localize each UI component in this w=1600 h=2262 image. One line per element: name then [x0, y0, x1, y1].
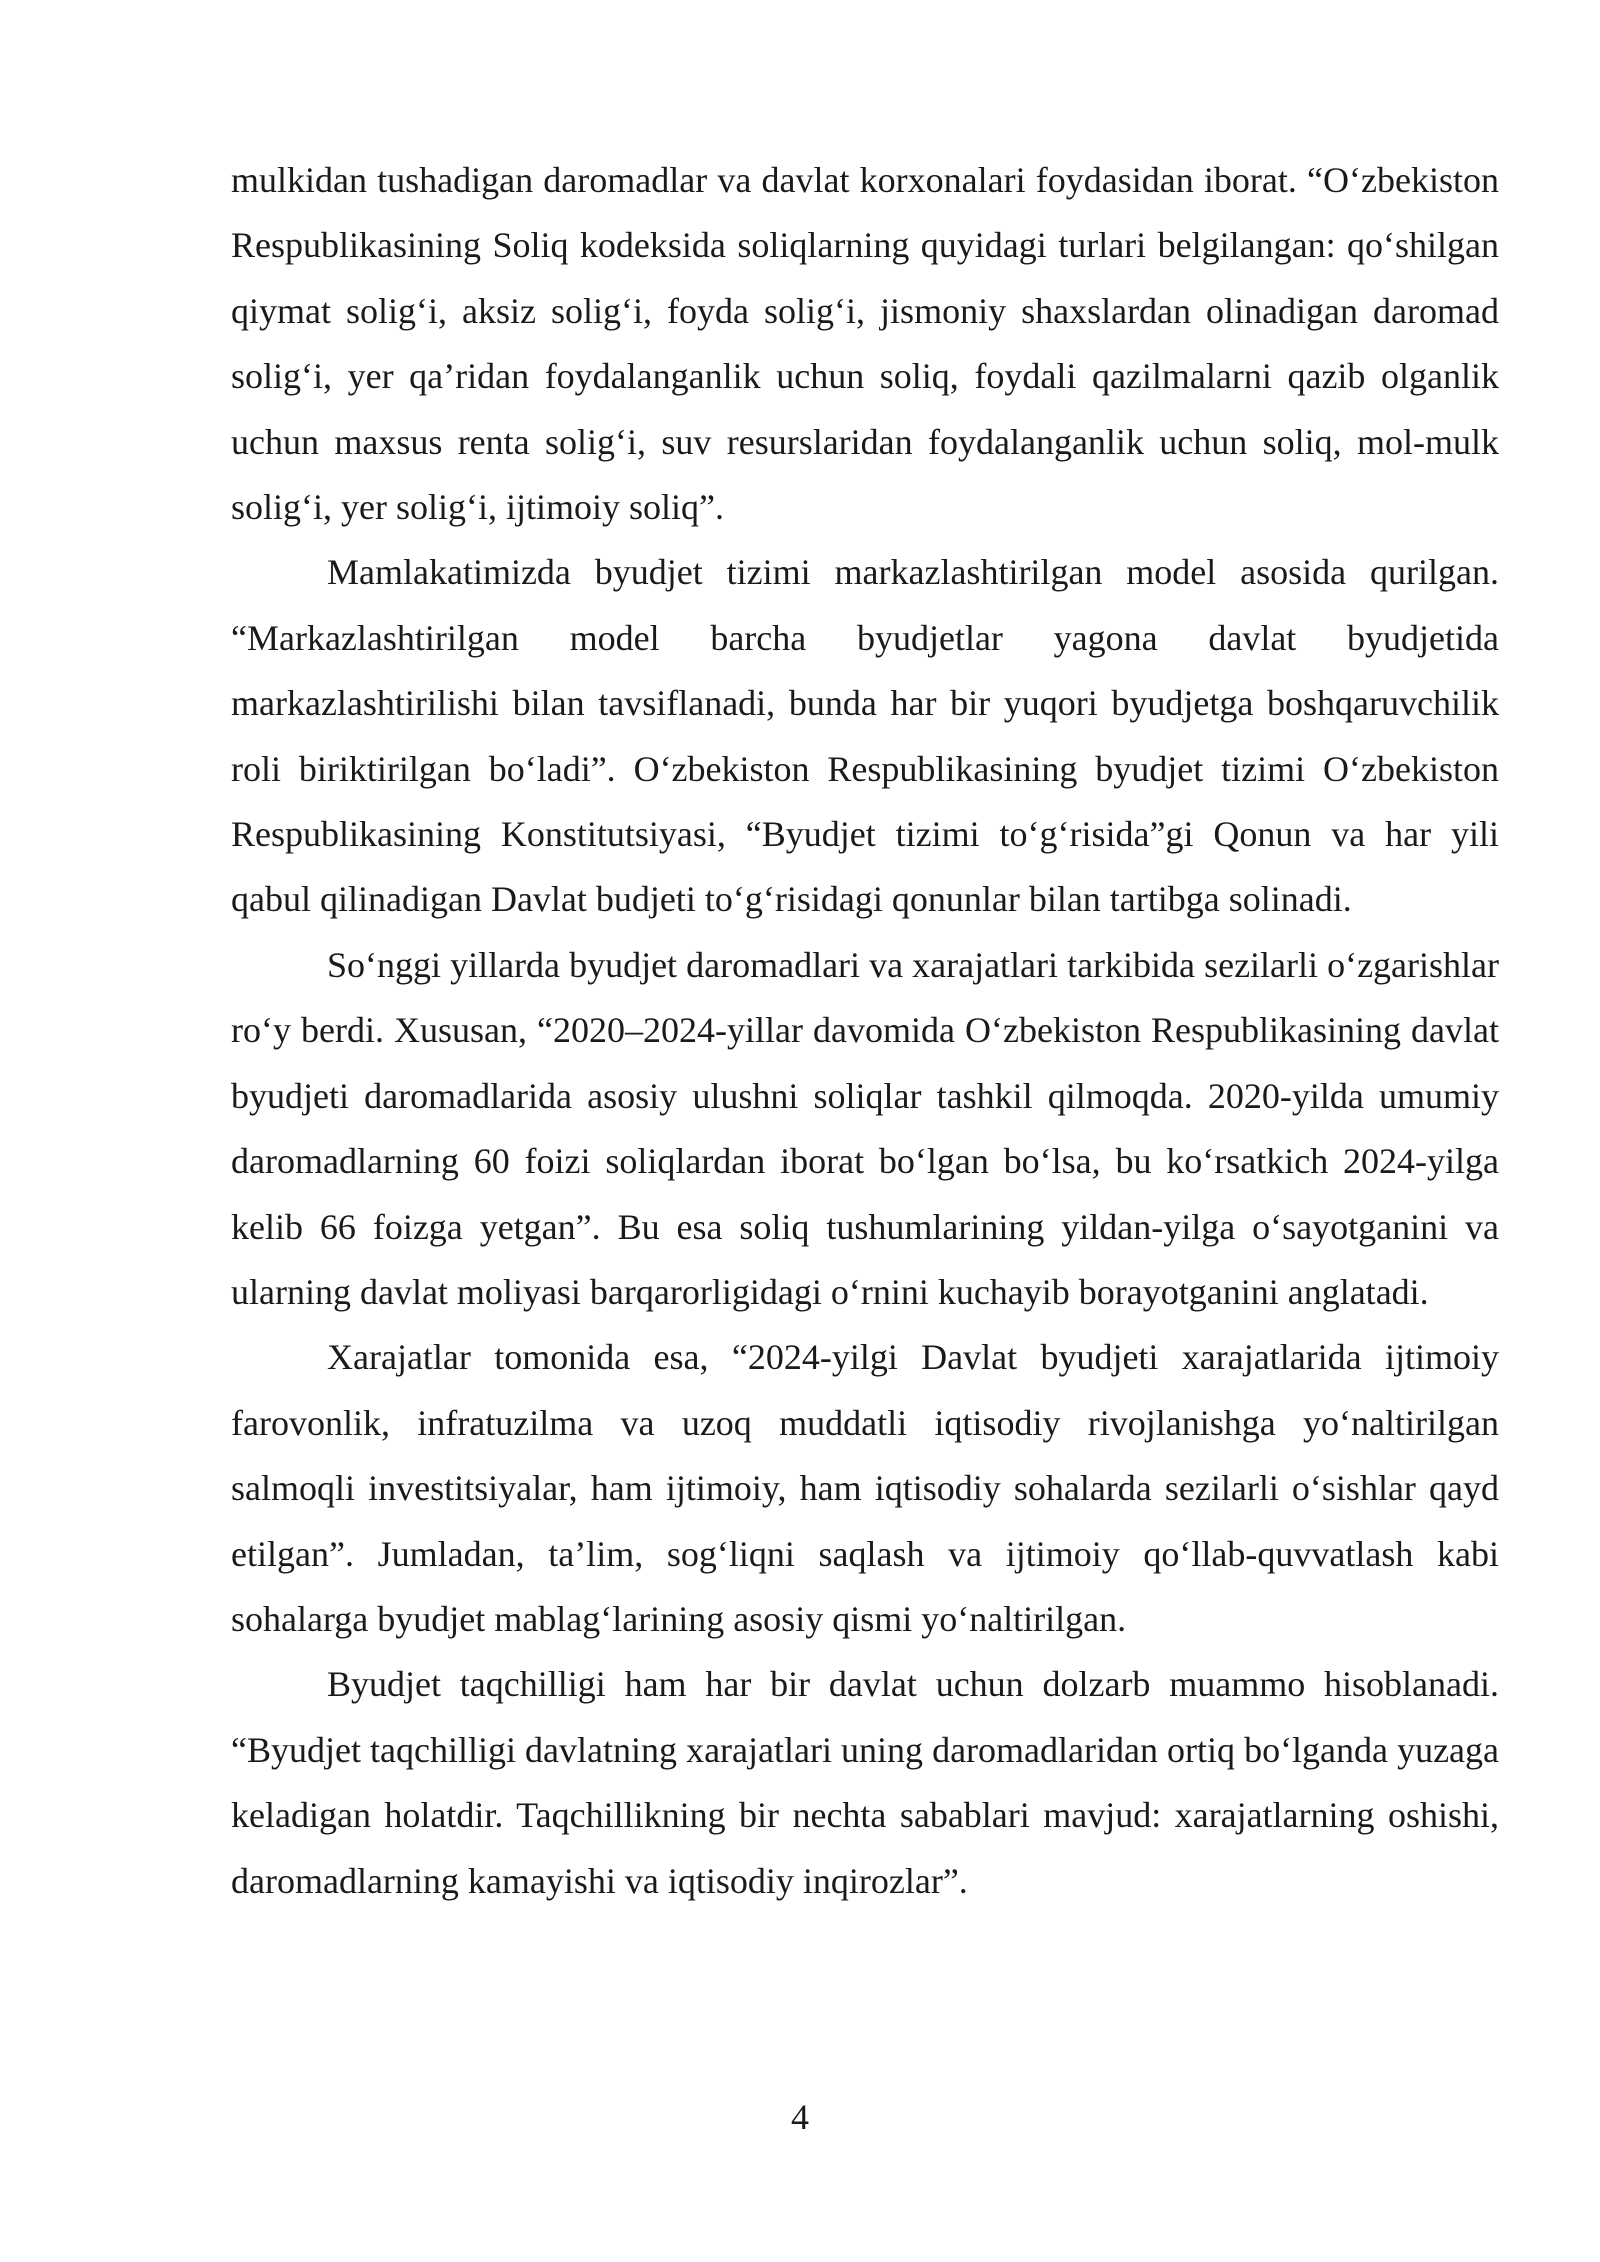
page-number: 4: [791, 2097, 809, 2137]
paragraph-tax-revenues: mulkidan tushadigan daromadlar va davlat korxonalari foydasidan iborat. “O‘zbekiston Respublikasining Soliq kodeksida soliqlarning quyidagi turlari belgilangan: qo‘shilgan qiymat solig‘i, aksiz solig‘i, foyda solig‘i, jismoniy shaxslardan olinadigan daromad solig‘i, yer qa’ridan foydalanganlik uchun soliq, foydali qazilmalarni qazib olganlik uchun maxsus renta solig‘i, suv resurslaridan foydalanganlik uchun soliq, mol-mulk solig‘i, yer solig‘i, ijtimoiy soliq”.: [231, 160, 1499, 528]
paragraph-budget-system: Mamlakatimizda byudjet tizimi markazlashtirilgan model asosida qurilgan. “Markazlashtirilgan model barcha byudjetlar yagona davlat byudjetida markazlashtirilishi bilan tavsiflanadi, bunda har bir yuqori byudjetga boshqaruvchilik roli biriktirilgan bo‘ladi”. O‘zbekiston Respublikasining byudjet tizimi O‘zbekiston Respublikasining Konstitutsiyasi, “Byudjet tizimi to‘g‘risida”gi Qonun va har yili qabul qilinadigan Davlat budjeti to‘g‘risidagi qonunlar bilan tartibga solinadi.: [231, 552, 1499, 920]
paragraph-budget-deficit: Byudjet taqchilligi ham har bir davlat uchun dolzarb muammo hisoblanadi. “Byudjet taqchilligi davlatning xarajatlari uning daromadlaridan ortiq bo‘lganda yuzaga keladigan holatdir. Taqchillikning bir nechta sabablari mavjud: xarajatlarning oshishi, daromadlarning kamayishi va iqtisodiy inqirozlar”.: [231, 1664, 1499, 1901]
document-page: [231, 148, 1499, 1914]
paragraph-expenditures: Xarajatlar tomonida esa, “2024-yilgi Davlat byudjeti xarajatlarida ijtimoiy farovonlik, infratuzilma va uzoq muddatli iqtisodiy rivojlanishga yo‘naltirilgan salmoqli investitsiyalar, ham ijtimoiy, ham iqtisodiy sohalarda sezilarli o‘sishlar qayd etilgan”. Jumladan, ta’lim, sog‘liqni saqlash va ijtimoiy qo‘llab-quvvatlash kabi sohalarga byudjet mablag‘larining asosiy qismi yo‘naltirilgan.: [231, 1337, 1499, 1639]
paragraph-revenue-changes: So‘nggi yillarda byudjet daromadlari va xarajatlari tarkibida sezilarli o‘zgarishlar ro‘y berdi. Xususan, “2020–2024-yillar davomida O‘zbekiston Respublikasining davlat byudjeti daromadlarida asosiy ulushni soliqlar tashkil qilmoqda. 2020-yilda umumiy daromadlarning 60 foizi soliqlardan iborat bo‘lgan bo‘lsa, bu ko‘rsatkich 2024-yilga kelib 66 foizga yetgan”. Bu esa soliq tushumlarining yildan-yilga o‘sayotganini va ularning davlat moliyasi barqarorligidagi o‘rnini kuchayib borayotganini anglatadi.: [231, 944, 1499, 1312]
